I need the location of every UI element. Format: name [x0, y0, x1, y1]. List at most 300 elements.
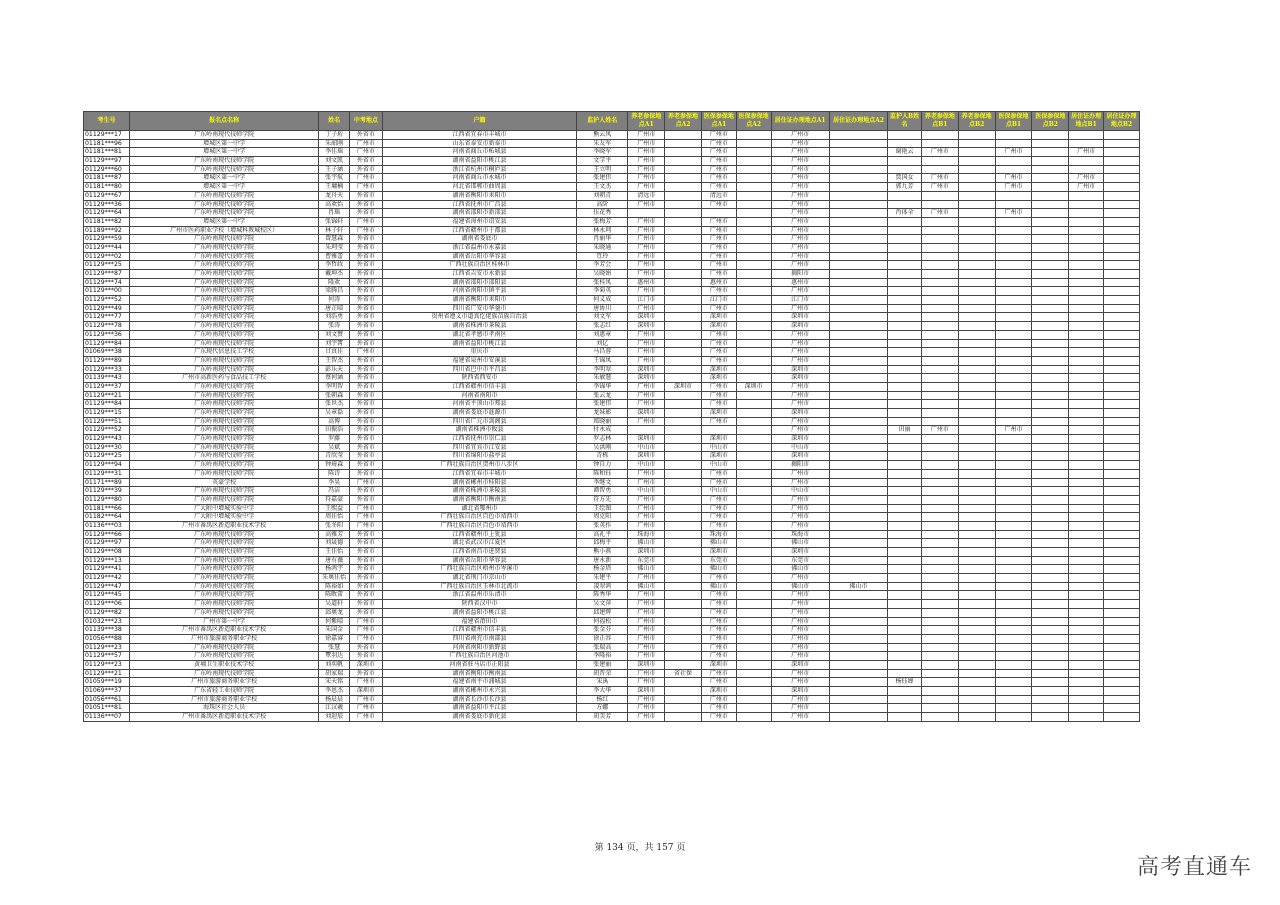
table-cell: 外省市: [350, 131, 383, 140]
table-cell: 01051***81: [84, 704, 130, 713]
table-cell: 广东岭南现代技师学院: [130, 539, 319, 548]
table-row: [84, 617, 1140, 626]
table-cell: [995, 461, 1032, 470]
table-cell: 重庆市: [382, 348, 576, 357]
table-cell: [958, 443, 995, 452]
table-cell: 朱友军: [577, 139, 628, 148]
table-cell: [888, 417, 922, 426]
table-cell: [1104, 669, 1140, 678]
table-cell: [995, 322, 1032, 331]
table-cell: [665, 591, 702, 600]
table-cell: 广东岭南现代技师学院: [130, 304, 319, 313]
table-cell: 笪玲: [577, 252, 628, 261]
table-cell: 01129***30: [84, 443, 130, 452]
table-cell: 01181***81: [84, 148, 130, 157]
table-cell: [829, 296, 887, 305]
table-cell: 海珠区社会人员: [130, 704, 319, 713]
table-cell: 江门市: [628, 296, 665, 305]
table-cell: 中山市: [771, 487, 829, 496]
table-cell: [665, 339, 702, 348]
table-cell: 外省市: [350, 313, 383, 322]
table-cell: [665, 574, 702, 583]
data-table-container: [83, 111, 1140, 722]
table-cell: 广州市: [628, 608, 665, 617]
table-cell: [888, 608, 922, 617]
table-cell: [1069, 521, 1104, 530]
table-cell: 广东岭南现代技师学院: [130, 600, 319, 609]
table-cell: 陈秀华: [577, 591, 628, 600]
table-cell: [921, 382, 958, 391]
table-cell: 广州市: [350, 713, 383, 722]
table-cell: [995, 409, 1032, 418]
table-cell: 陕西省西安市: [382, 374, 576, 383]
table-cell: 广州市: [771, 634, 829, 643]
table-cell: 广州市: [701, 600, 736, 609]
table-cell: 广州市: [701, 157, 736, 166]
table-cell: 青栋: [577, 452, 628, 461]
table-cell: [665, 374, 702, 383]
table-cell: [1104, 634, 1140, 643]
table-cell: 陈诗: [319, 469, 350, 478]
table-cell: 广州市: [701, 713, 736, 722]
table-cell: 李明智: [319, 382, 350, 391]
table-cell: [736, 695, 771, 704]
table-cell: 01129***94: [84, 461, 130, 470]
page-footer: 第 134 页，共 157 页: [594, 843, 686, 853]
table-cell: 广州市: [771, 504, 829, 513]
table-cell: [1069, 391, 1104, 400]
table-cell: 罗藤: [319, 435, 350, 444]
table-cell: 广州市第一中学: [130, 617, 319, 626]
table-cell: 01129***97: [84, 539, 130, 548]
table-cell: [1069, 435, 1104, 444]
table-cell: 珠海市: [771, 530, 829, 539]
table-cell: 广州市: [628, 643, 665, 652]
table-cell: 东莞市: [701, 556, 736, 565]
table-cell: 甘真佳: [319, 348, 350, 357]
table-row: [84, 131, 1140, 140]
table-cell: 广州市: [771, 391, 829, 400]
table-cell: 01056***88: [84, 634, 130, 643]
table-cell: 伍花秀: [577, 209, 628, 218]
table-cell: [1104, 443, 1140, 452]
table-cell: [995, 235, 1032, 244]
table-cell: [1069, 235, 1104, 244]
table-row: [84, 469, 1140, 478]
table-cell: [1104, 426, 1140, 435]
table-cell: 江西省赣州市信丰县: [382, 382, 576, 391]
table-cell: 山东省泰安市新泰市: [382, 139, 576, 148]
table-cell: [888, 131, 922, 140]
table-cell: 外省市: [350, 270, 383, 279]
table-cell: 外省市: [350, 574, 383, 583]
table-cell: 01181***66: [84, 504, 130, 513]
table-cell: 江西省南昌市进贤县: [382, 548, 576, 557]
table-cell: [921, 652, 958, 661]
table-cell: 广州市: [701, 330, 736, 339]
table-cell: 广州市: [628, 617, 665, 626]
table-cell: [1104, 200, 1140, 209]
table-cell: [921, 409, 958, 418]
table-cell: [921, 339, 958, 348]
table-cell: 佛山市: [628, 539, 665, 548]
table-cell: [958, 270, 995, 279]
table-cell: 郑晓丽: [577, 417, 628, 426]
table-cell: [995, 617, 1032, 626]
table-cell: [995, 382, 1032, 391]
table-cell: 01129***41: [84, 565, 130, 574]
table-cell: 符嘉豪: [319, 495, 350, 504]
table-cell: [888, 200, 922, 209]
table-cell: [829, 495, 887, 504]
table-cell: 广州市: [701, 235, 736, 244]
table-cell: 吴文萍: [577, 600, 628, 609]
table-cell: 广州市: [350, 139, 383, 148]
table-row: [84, 235, 1140, 244]
table-cell: 谭智勇: [577, 487, 628, 496]
table-cell: [888, 513, 922, 522]
table-cell: [665, 174, 702, 183]
table-cell: 广州市: [771, 382, 829, 391]
table-cell: 深圳市: [771, 687, 829, 696]
table-row: [84, 139, 1140, 148]
table-cell: [1032, 435, 1069, 444]
table-cell: [1104, 600, 1140, 609]
table-cell: [958, 695, 995, 704]
table-cell: [995, 287, 1032, 296]
table-cell: [1069, 304, 1104, 313]
table-cell: [1032, 200, 1069, 209]
table-cell: [736, 174, 771, 183]
table-cell: 广州市旅游商务职业学校: [130, 695, 319, 704]
table-cell: [921, 521, 958, 530]
table-cell: 01069***38: [84, 348, 130, 357]
table-cell: [995, 356, 1032, 365]
table-cell: 广州市: [771, 669, 829, 678]
table-cell: 外省市: [350, 591, 383, 600]
table-cell: 广州市: [628, 713, 665, 722]
table-cell: [958, 365, 995, 374]
table-cell: 广州市: [701, 521, 736, 530]
table-cell: 广州市: [771, 652, 829, 661]
table-cell: 杨钰婵: [888, 678, 922, 687]
table-cell: 邱梅平: [577, 539, 628, 548]
table-cell: [665, 400, 702, 409]
table-cell: 福建省泉州市安溪县: [382, 356, 576, 365]
table-cell: 01129***45: [84, 591, 130, 600]
table-cell: [958, 530, 995, 539]
table-row: [84, 556, 1140, 565]
table-cell: 外省市: [350, 452, 383, 461]
table-cell: 广州市: [628, 131, 665, 140]
table-cell: [958, 200, 995, 209]
table-cell: 广西壮族自治区梧州市岑溪市: [382, 565, 576, 574]
table-cell: 广州市: [701, 270, 736, 279]
table-row: [84, 591, 1140, 600]
column-header: 医保参保地点B1: [995, 112, 1032, 131]
table-cell: [1104, 713, 1140, 722]
table-cell: 广州市: [350, 183, 383, 192]
table-cell: [665, 148, 702, 157]
table-cell: 广州市: [350, 695, 383, 704]
table-cell: [736, 226, 771, 235]
table-cell: [995, 139, 1032, 148]
table-cell: [665, 157, 702, 166]
table-cell: 广州市: [771, 200, 829, 209]
table-cell: 江西省赣州市于都县: [382, 226, 576, 235]
table-cell: [628, 426, 665, 435]
table-cell: [1032, 183, 1069, 192]
table-cell: 高雅芳: [319, 530, 350, 539]
table-cell: [958, 339, 995, 348]
table-cell: [995, 695, 1032, 704]
table-cell: [829, 270, 887, 279]
table-cell: [1104, 322, 1140, 331]
table-cell: [1032, 513, 1069, 522]
table-cell: [1069, 626, 1104, 635]
table-cell: 广东岭南现代技师学院: [130, 165, 319, 174]
table-cell: [995, 296, 1032, 305]
table-cell: 01129***25: [84, 261, 130, 270]
table-cell: 陈和钰: [577, 469, 628, 478]
table-row: [84, 574, 1140, 583]
table-cell: [995, 678, 1032, 687]
table-cell: 胡家瑞: [319, 669, 350, 678]
table-cell: 胡晋荣: [577, 669, 628, 678]
table-cell: 01181***96: [84, 139, 130, 148]
table-cell: [921, 530, 958, 539]
table-cell: [665, 643, 702, 652]
table-cell: 深圳市: [771, 374, 829, 383]
column-header: 居住证办理地点B2: [1104, 112, 1140, 131]
table-cell: [1032, 713, 1069, 722]
table-cell: [829, 278, 887, 287]
column-header: 姓名: [319, 112, 350, 131]
table-cell: 广州市: [350, 148, 383, 157]
table-cell: 张建伟: [577, 174, 628, 183]
table-cell: [1104, 643, 1140, 652]
table-cell: [995, 608, 1032, 617]
table-cell: 朱晓通: [577, 243, 628, 252]
table-cell: 广州市: [628, 304, 665, 313]
table-cell: [829, 660, 887, 669]
table-cell: 深圳市: [771, 435, 829, 444]
table-cell: 方娜: [577, 704, 628, 713]
table-row: [84, 252, 1140, 261]
table-cell: 深圳市: [701, 313, 736, 322]
table-cell: [1069, 539, 1104, 548]
table-cell: 杨鸿宇: [319, 565, 350, 574]
table-cell: 钟自力: [577, 461, 628, 470]
table-cell: [921, 391, 958, 400]
table-cell: 李锦华: [577, 382, 628, 391]
table-cell: 广西壮族自治区玉林市北流市: [382, 582, 576, 591]
table-cell: 广东岭南现代技师学院: [130, 530, 319, 539]
table-cell: [1032, 452, 1069, 461]
table-cell: [921, 278, 958, 287]
table-cell: [1069, 200, 1104, 209]
table-cell: 广州市: [771, 243, 829, 252]
table-cell: [1104, 469, 1140, 478]
table-cell: [1069, 556, 1104, 565]
table-cell: [1032, 521, 1069, 530]
table-cell: 01129***08: [84, 548, 130, 557]
table-cell: [1032, 417, 1069, 426]
table-cell: 深圳市: [628, 660, 665, 669]
table-cell: 外省市: [350, 669, 383, 678]
table-cell: [736, 660, 771, 669]
table-cell: 文学平: [577, 157, 628, 166]
column-header: 养老参保地点B2: [958, 112, 995, 131]
table-cell: 外省市: [350, 469, 383, 478]
table-cell: [958, 713, 995, 722]
table-cell: [665, 626, 702, 635]
table-cell: [921, 417, 958, 426]
table-cell: [888, 478, 922, 487]
table-row: [84, 443, 1140, 452]
table-cell: 广州市: [350, 678, 383, 687]
table-cell: [1069, 139, 1104, 148]
table-cell: [958, 643, 995, 652]
table-cell: 广州市: [628, 704, 665, 713]
table-cell: [829, 209, 887, 218]
table-cell: 福建省南平市浦城县: [382, 678, 576, 687]
table-cell: 李菊英: [577, 287, 628, 296]
table-cell: [888, 356, 922, 365]
table-cell: 湖南省株洲市茶陵县: [382, 487, 576, 496]
table-cell: 广州市: [771, 643, 829, 652]
table-cell: [958, 157, 995, 166]
table-cell: [921, 252, 958, 261]
table-cell: [665, 713, 702, 722]
table-cell: [1104, 209, 1140, 218]
table-row: [84, 243, 1140, 252]
table-cell: 外省市: [350, 495, 383, 504]
table-cell: 惠州市: [771, 278, 829, 287]
table-cell: [1069, 487, 1104, 496]
table-cell: [995, 252, 1032, 261]
table-cell: 刘文军: [577, 313, 628, 322]
table-row: [84, 391, 1140, 400]
table-cell: 广州市: [771, 148, 829, 157]
table-cell: 深圳市: [350, 687, 383, 696]
table-cell: 外省市: [350, 565, 383, 574]
table-cell: 广东岭南现代技师学院: [130, 200, 319, 209]
table-cell: 外省市: [350, 539, 383, 548]
table-cell: [1032, 617, 1069, 626]
table-cell: 深圳市: [771, 660, 829, 669]
table-cell: 广西壮族自治区河池市: [382, 652, 576, 661]
table-cell: 广州市: [628, 243, 665, 252]
table-cell: 广州市旅游商务职业学校: [130, 634, 319, 643]
table-cell: [921, 513, 958, 522]
table-cell: 刘惠章: [577, 330, 628, 339]
table-cell: 外省市: [350, 556, 383, 565]
table-cell: 江西省抚州市崇仁县: [382, 435, 576, 444]
table-cell: [995, 660, 1032, 669]
table-cell: 01129***25: [84, 452, 130, 461]
table-row: [84, 313, 1140, 322]
table-cell: 广州市: [628, 183, 665, 192]
table-cell: [958, 513, 995, 522]
table-cell: [958, 322, 995, 331]
table-cell: 广州市: [771, 608, 829, 617]
table-cell: 深圳市: [350, 660, 383, 669]
table-cell: 河南省商丘市永城市: [382, 174, 576, 183]
table-cell: [888, 530, 922, 539]
table-cell: [665, 608, 702, 617]
table-cell: [921, 495, 958, 504]
table-cell: [958, 634, 995, 643]
table-cell: [921, 348, 958, 357]
table-cell: [1032, 287, 1069, 296]
table-cell: 张建丽: [577, 660, 628, 669]
table-cell: [921, 704, 958, 713]
table-row: [84, 200, 1140, 209]
table-cell: 广州市: [771, 417, 829, 426]
table-cell: 中山市: [628, 461, 665, 470]
table-cell: [1104, 139, 1140, 148]
table-cell: [995, 417, 1032, 426]
table-cell: [995, 521, 1032, 530]
table-row: [84, 209, 1140, 218]
table-cell: 广东岭南现代技师学院: [130, 356, 319, 365]
table-cell: [736, 235, 771, 244]
table-cell: [1069, 495, 1104, 504]
table-cell: [736, 652, 771, 661]
table-cell: 广州市: [771, 695, 829, 704]
table-cell: 01129***31: [84, 469, 130, 478]
table-cell: 龙舟天: [319, 191, 350, 200]
table-cell: [736, 487, 771, 496]
table-cell: [921, 478, 958, 487]
column-header: 养老参保地点A2: [665, 112, 702, 131]
table-cell: 张英作: [577, 521, 628, 530]
table-cell: [921, 322, 958, 331]
table-cell: [1032, 191, 1069, 200]
table-cell: 外省市: [350, 287, 383, 296]
table-cell: [665, 356, 702, 365]
table-cell: [921, 243, 958, 252]
table-cell: [736, 330, 771, 339]
table-cell: [958, 304, 995, 313]
table-cell: 01129***00: [84, 287, 130, 296]
table-cell: 广州市: [995, 174, 1032, 183]
table-cell: 张涛: [319, 322, 350, 331]
table-cell: [736, 469, 771, 478]
table-cell: 01129***52: [84, 296, 130, 305]
table-row: [84, 643, 1140, 652]
table-cell: [1104, 582, 1140, 591]
table-cell: 广州市: [771, 304, 829, 313]
table-cell: [1104, 339, 1140, 348]
table-cell: [995, 339, 1032, 348]
table-cell: [958, 626, 995, 635]
table-cell: [736, 139, 771, 148]
table-cell: [1032, 252, 1069, 261]
table-cell: 广东岭南现代技师学院: [130, 652, 319, 661]
table-cell: 江西省赣州市上犹县: [382, 530, 576, 539]
table-cell: 广州市: [628, 330, 665, 339]
table-cell: [995, 304, 1032, 313]
table-cell: [958, 417, 995, 426]
table-cell: [888, 365, 922, 374]
table-cell: 广州市: [628, 626, 665, 635]
table-cell: 广州市: [628, 669, 665, 678]
table-cell: 高博: [319, 417, 350, 426]
table-cell: 01129***82: [84, 608, 130, 617]
table-cell: 广东岭南现代技师学院: [130, 643, 319, 652]
